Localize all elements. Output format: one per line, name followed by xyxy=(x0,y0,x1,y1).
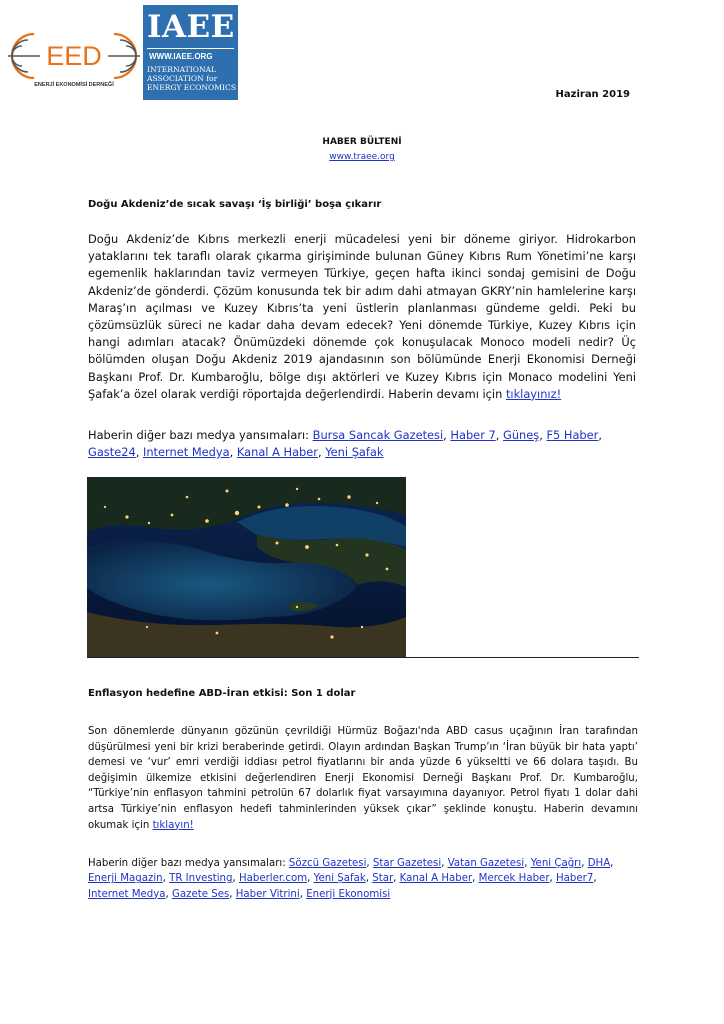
eed-logo xyxy=(6,20,142,92)
media-link[interactable]: Yeni Çağrı xyxy=(530,858,582,869)
media-link[interactable]: Vatan Gazetesi xyxy=(447,858,525,869)
article2-text: Son dönemlerde dünyanın gözünün çevrildiği Hürmüz Boğazı'nda ABD casus uçağının İran tarafından düşürülmesi yeni bir krizi beraberinde getirdi. Olayın ardından Başkan Trump’ın ‘İran büyük bir hata yaptı’ demesi ve ‘vur’ emri verdiği iddiası petrol fiyatlarını bir anda yüzde 6 yükseltti ve 66 dolara taşıdı. Bu değişimin ülkemize etkisini değerlendiren Enerji Ekonomisi Derneği Başkanı Prof. Dr. Kumbaroğlu, “Türkiye’nin enflasyon tahmini petrolün 67 dolarlık fiyat varsayımına dayanıyor. Petrol fiyatı 1 dolar dahi artsa Türkiye’nin enflasyon hedefi tahminlerinden yüksek çıkar” şeklinde konuştu. Haberin devamını okumak için xyxy=(88,726,638,831)
svg-text:EED: EED xyxy=(46,41,102,71)
issue-date: Haziran 2019 xyxy=(555,89,630,100)
article1-body xyxy=(88,231,636,403)
media-link[interactable]: Haberler.com xyxy=(238,873,308,885)
media-link[interactable]: Enerji Magazin xyxy=(88,873,163,885)
media-link[interactable]: Enerji Ekonomisi xyxy=(306,888,391,900)
media-link[interactable]: Güneş xyxy=(503,428,540,442)
media-link[interactable]: Kanal A Haber xyxy=(399,873,473,885)
media-link[interactable]: TR Investing xyxy=(169,873,233,885)
site-link[interactable]: www.traee.org xyxy=(329,152,395,162)
media-link[interactable]: Yeni Şafak xyxy=(313,873,366,885)
article2-media-label: Haberin diğer bazı medya yansımaları: xyxy=(88,858,286,869)
media-link[interactable]: Gaste24 xyxy=(88,445,136,459)
article1-text: Doğu Akdeniz’de Kıbrıs merkezli enerji mücadelesi yeni bir döneme giriyor. Hidrokarbon yataklarını tek taraflı olarak çıkarma girişiminde bulunan Güney Kıbrıs Rum Yönetimi’ne karşı egemenlik haklarından taviz vermeyen Türkiye, geçen hafta ikinci sondaj gemisini de Doğu Akdeniz’de gönderdi. Çözüm konusunda tek bir adım dahi atmayan GKRY’nin hamlelerine karşı Maraş’ın açılması ve Kuzey Kıbrıs’ta yeni üstlerin planlanması gündeme geldi. Peki bu çözümsüzlük süreci ne kadar daha devam edecek? Yeni dönemde Türkiye, Kuzey Kıbrıs için hangi adımları atacak? Önümüzdeki dönemde çok konuşulacak Monoco modeli nedir? Üç bölümden oluşan Doğu Akdeniz 2019 ajandasının son bölümünde Enerji Ekonomisi Derneği Başkanı Prof. Dr. Kumbaroğlu, bölge dışı aktörleri ve Kuzey Kıbrıs için Monaco modelini Yeni Şafak’a özel olarak verdiği röportajda değerlendirdi. Haberin devamı için xyxy=(88,232,636,401)
svg-text:ENERJİ EKONOMİSİ DERNEĞİ: ENERJİ EKONOMİSİ DERNEĞİ xyxy=(34,82,114,88)
iaee-logo xyxy=(143,5,238,100)
iaee-logo-url: WWW.IAEE.ORG xyxy=(149,52,213,61)
media-link[interactable]: DHA xyxy=(587,858,611,869)
media-link[interactable]: F5 Haber xyxy=(546,428,599,442)
iaee-logo-name: INTERNATIONAL ASSOCIATION for ENERGY ECONOMICS xyxy=(147,65,237,92)
media-link[interactable]: Bursa Sancak Gazetesi xyxy=(312,428,444,442)
article1-media-label: Haberin diğer bazı medya yansımaları: xyxy=(88,428,310,442)
media-link[interactable]: Internet Medya xyxy=(142,445,230,459)
article1-read-more-link[interactable]: tıklayınız! xyxy=(505,386,562,401)
article1-title: Doğu Akdeniz’de sıcak savaşı ‘İş birliği’ boşa çıkarır xyxy=(88,199,382,210)
article1-media-list: Haberin diğer bazı medya yansımaları: Bursa Sancak Gazetesi, Haber 7, Güneş, F5 Haber, Gaste24, Internet Medya, Kanal A Haber, Yeni Şafak xyxy=(88,428,602,459)
media-link[interactable]: Gazete Ses xyxy=(171,888,230,900)
media-link[interactable]: Star xyxy=(372,873,394,885)
section-divider xyxy=(87,657,639,658)
media-link[interactable]: Haber7 xyxy=(556,873,594,885)
article2-body xyxy=(88,724,638,833)
media-link[interactable]: Sözcü Gazetesi xyxy=(288,858,367,869)
media-link[interactable]: Kanal A Haber xyxy=(236,445,318,459)
article2-title: Enflasyon hedefine ABD-İran etkisi: Son 1 dolar xyxy=(88,688,356,699)
media-link[interactable]: Haber 7 xyxy=(450,428,496,442)
night-satellite-map-image xyxy=(87,477,406,657)
iaee-logo-text: IAEE xyxy=(147,9,235,45)
media-link[interactable]: Internet Medya xyxy=(88,888,166,900)
media-link[interactable]: Haber Vitrini xyxy=(235,888,300,900)
article2-read-more-link[interactable]: tıklayın! xyxy=(152,819,194,831)
media-link[interactable]: Mercek Haber xyxy=(478,873,550,885)
media-link[interactable]: Yeni Şafak xyxy=(325,445,384,459)
media-link[interactable]: Star Gazetesi xyxy=(372,858,442,869)
article2-media-list: Haberin diğer bazı medya yansımaları: Sözcü Gazetesi, Star Gazetesi, Vatan Gazetesi, Yeni Çağrı, DHA, Enerji Magazin, TR Investing, Haberler.com, Yeni Şafak, Star, Kanal A Haber, Mercek Haber, Haber7, Internet Medya, Gazete Ses, Haber Vitrini, Enerji Ekonomisi xyxy=(88,858,614,900)
bulletin-title: HABER BÜLTENİ xyxy=(322,137,402,147)
